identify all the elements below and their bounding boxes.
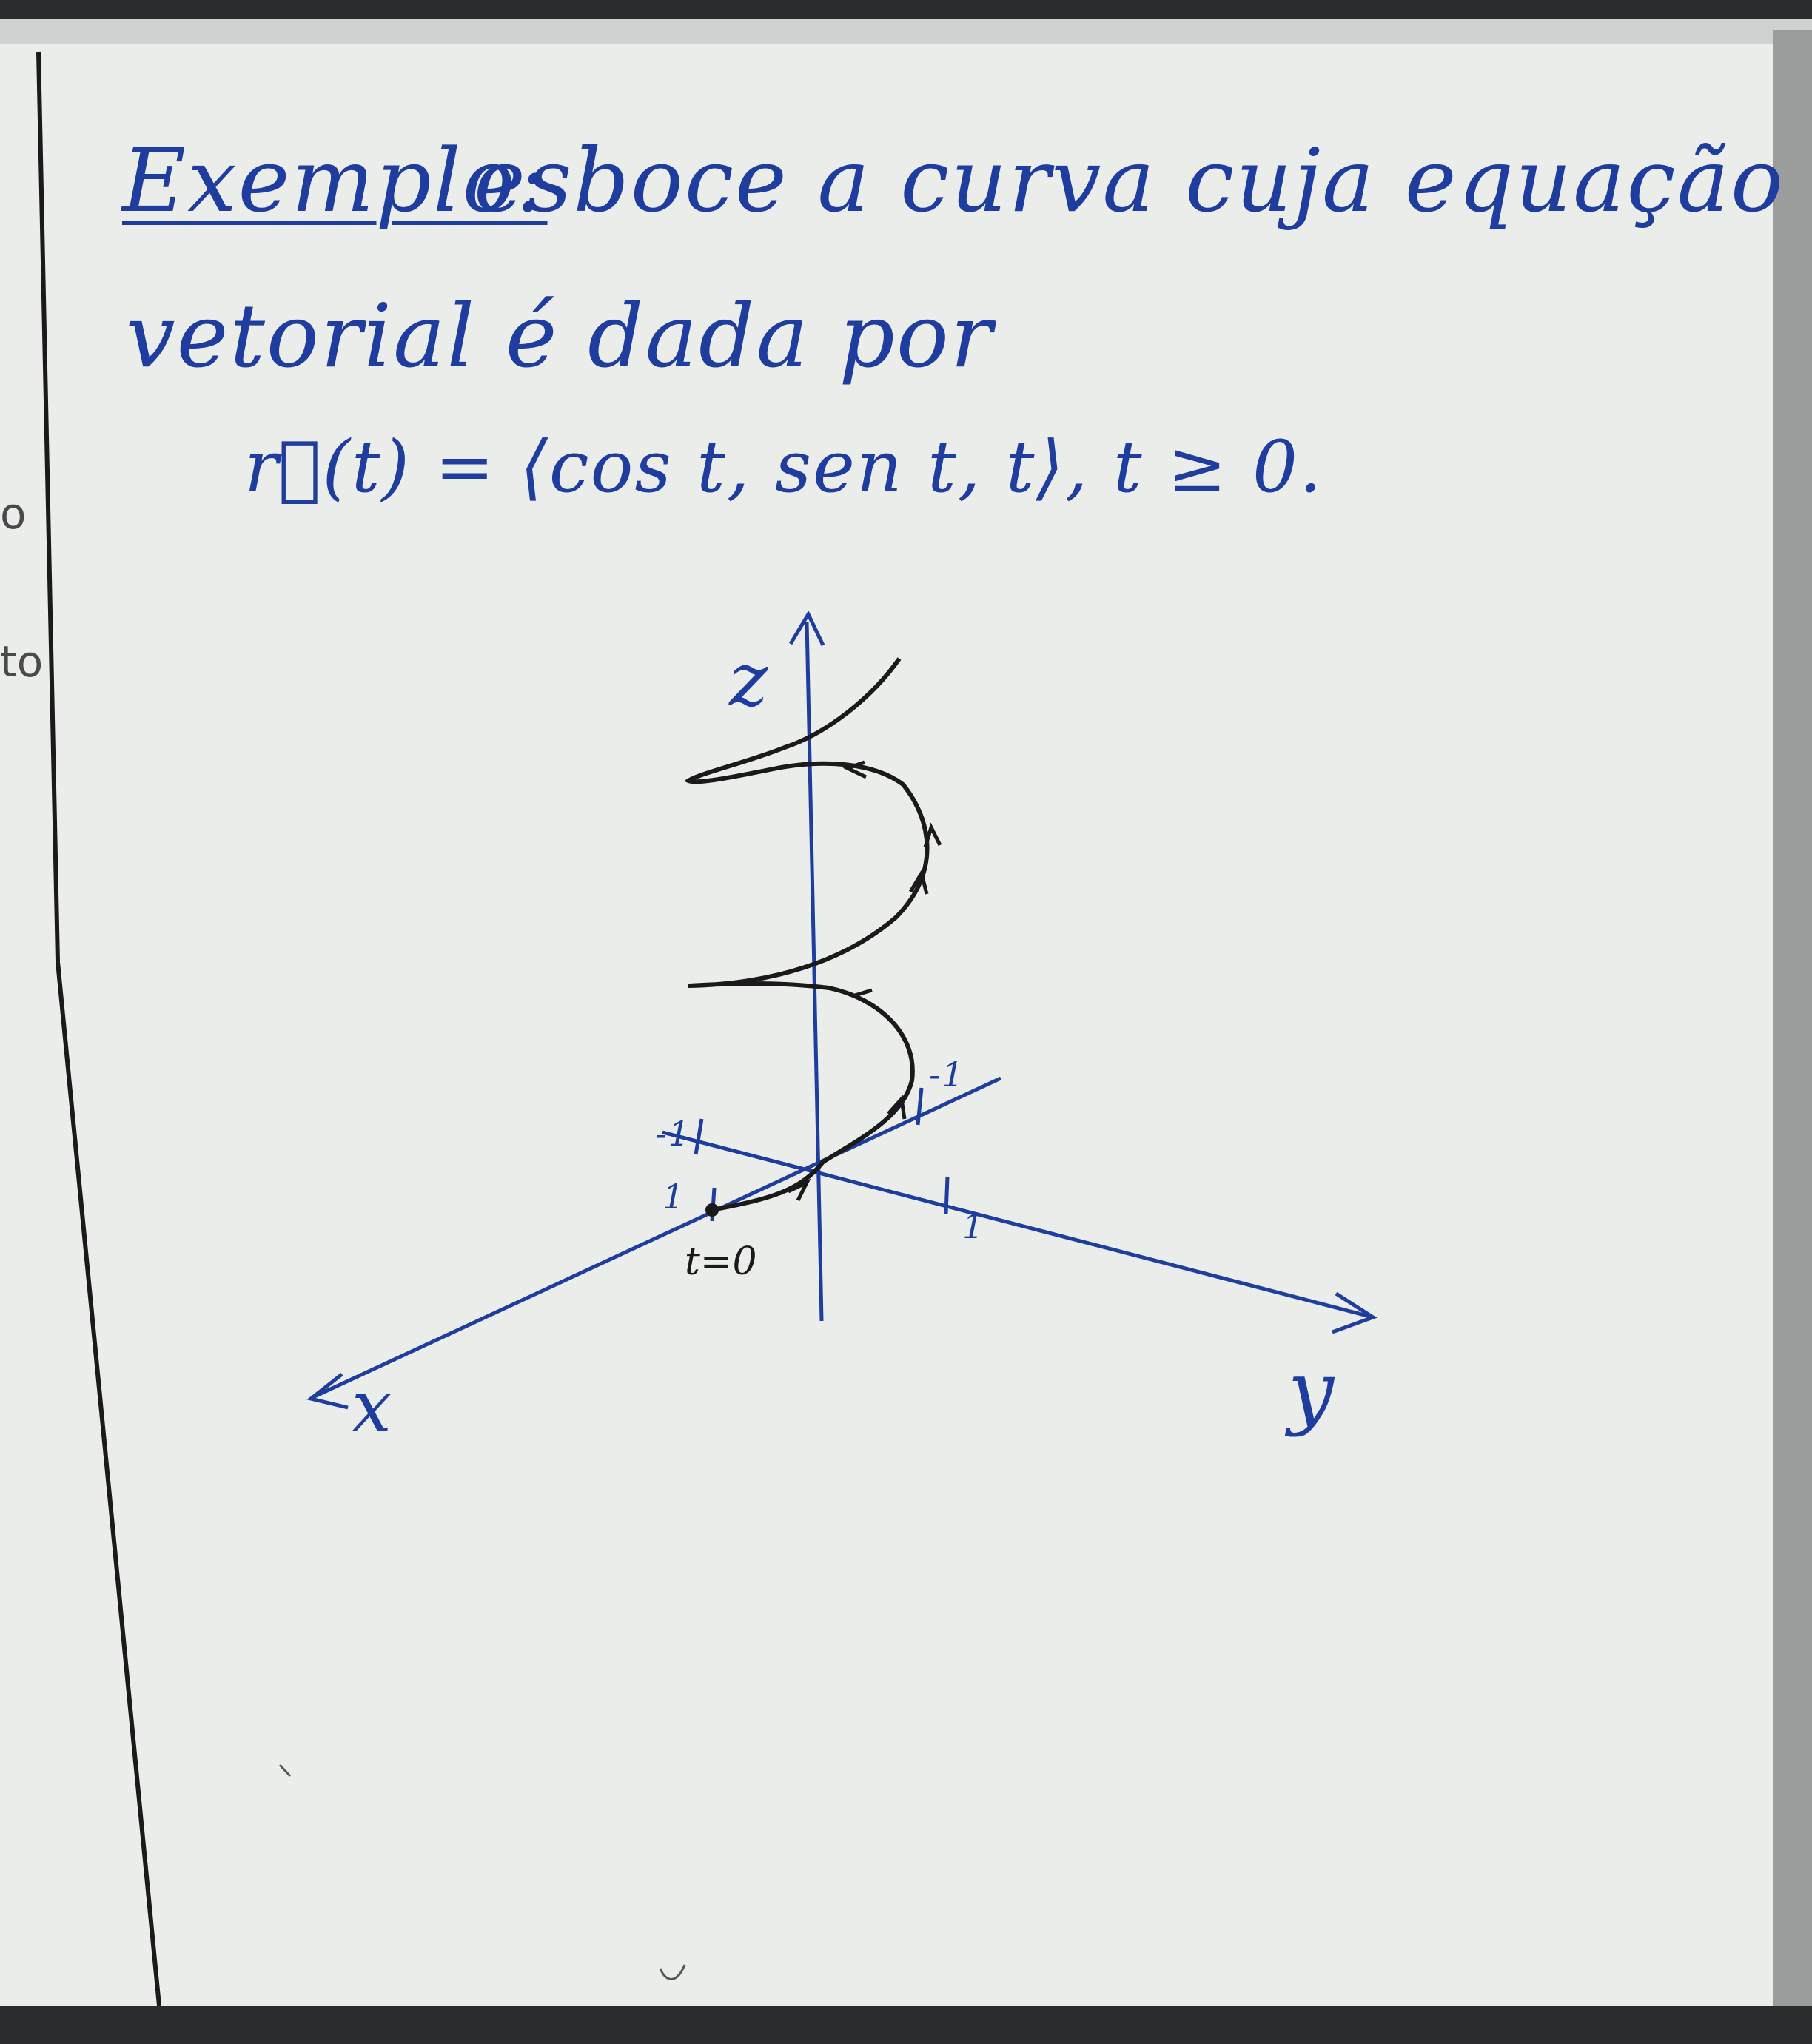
problem-statement-line-2: vetorial é dada por — [126, 285, 994, 387]
y-tick-label-pos: 1 — [962, 1206, 986, 1246]
start-point — [705, 1203, 719, 1217]
x-tick-label-pos: 1 — [662, 1177, 686, 1217]
y-tick-label-neg: -1 — [929, 1055, 965, 1095]
problem-statement-line-1: esboce a curva cuja equação — [474, 130, 1785, 232]
y-axis-label: y — [1288, 1343, 1336, 1438]
z-axis-label: z — [729, 636, 770, 723]
left-edge-fragment-b: to — [0, 636, 44, 687]
tick-y-pos-mark — [946, 1177, 947, 1214]
start-parameter-label: t=0 — [685, 1240, 757, 1284]
top-tray — [0, 19, 1812, 44]
vector-equation: r⃗(t) = ⟨cos t, sen t, t⟩, t ≥ 0. — [244, 426, 1323, 508]
left-edge-fragment-a: o — [0, 488, 27, 539]
example-heading: Exemplo: — [122, 130, 548, 232]
x-axis-label: x — [352, 1365, 394, 1448]
right-frame — [1773, 30, 1812, 2006]
x-tick-label-neg: -1 — [655, 1114, 691, 1154]
